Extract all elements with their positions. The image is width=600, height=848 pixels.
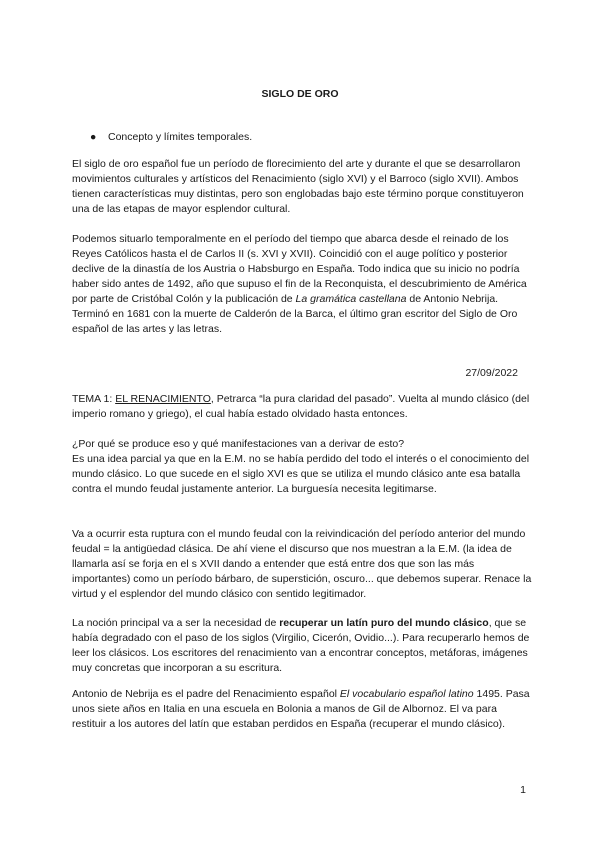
paragraph-text: Es una idea parcial ya que en la E.M. no se había perdido del todo el interés o el conocimiento del mundo clásico. Lo que sucede en el siglo XVI es que se utiliza el mundo clásico ante esa batalla contra el mundo feudal justamente anterior. La burguesía necesita legitimarse. bbox=[72, 453, 530, 495]
date-label: 27/09/2022 bbox=[465, 367, 518, 379]
paragraph-tema bbox=[72, 392, 532, 422]
bullet-dot-icon: ● bbox=[90, 131, 97, 143]
text-run: 1495. Pasa unos siete años en Italia en una escuela en Bolonia a manos de Gil de Albornoz. El va para restituir a los autores del latín que estaban perdidos en España (recuperar el mundo clásico). bbox=[72, 688, 530, 730]
bold-phrase: recuperar un latín puro del mundo clásico bbox=[279, 617, 489, 629]
page-title: SIGLO DE ORO bbox=[261, 88, 339, 100]
paragraph-nebrija bbox=[72, 687, 532, 732]
paragraph-question bbox=[72, 437, 532, 497]
paragraph-text bbox=[72, 616, 532, 676]
bullet-text: Concepto y límites temporales. bbox=[108, 131, 253, 143]
paragraph-text bbox=[72, 232, 532, 337]
italic-title: La gramática castellana bbox=[295, 293, 407, 305]
page-number: 1 bbox=[520, 784, 526, 796]
bullet-item bbox=[90, 131, 252, 143]
text-run: , que se había degradado con el paso de los siglos (Virgilio, Cicerón, Ovidio...). Para recuperarlo hemos de leer los clásicos. Los escritores del renacimiento van a encontrar conceptos, metáforas, imágenes muy concretas que incorporan a su escritura. bbox=[72, 617, 530, 674]
text-run: Podemos situarlo temporalmente en el período del tiempo que abarca desde el reinado de los Reyes Católicos hasta el de Carlos II (s. XVI y XVII). Coincidió con el auge político y posterior declive de la dinastía de los Austria o Habsburgo en España. Todo indica que su inicio no podría haber sido antes de 1492, año que supuso el fin de la Reconquista, el descubrimiento de América por parte de Cristóbal Colón y la publicación de bbox=[72, 233, 527, 305]
paragraph-text bbox=[72, 392, 532, 422]
tema-prefix: TEMA 1: bbox=[72, 393, 116, 405]
paragraph-text: Va a ocurrir esta ruptura con el mundo feudal con la reivindicación del período anterior del mundo feudal = la antigüedad clásica. De ahí viene el discurso que nos muestran a la E.M. (la idea de llamarla así se forja en el s XVII dando a entender que está entre dos que son las más importantes) como un período bárbaro, de superstición, oscuro... que debemos superar. Renace la virtud y el esplendor del mundo clásico con sentido legitimador. bbox=[72, 528, 532, 600]
italic-title: El vocabulario español latino bbox=[339, 688, 474, 700]
paragraph-intro bbox=[72, 157, 532, 217]
paragraph-timeline bbox=[72, 232, 532, 337]
paragraph-text: El siglo de oro español fue un período de florecimiento del arte y durante el que se desarrollaron movimientos culturales y artísticos del Renacimiento (siglo XVI) y el Barroco (siglo XVII). Ambos tienen características muy distintas, pero son englobadas bajo este término porque constituyeron una de las etapas de mayor esplendor cultural. bbox=[72, 158, 524, 215]
text-run: de Antonio Nebrija. Terminó en 1681 con la muerte de Calderón de la Barca, el último gran escritor del Siglo de Oro español de las artes y las letras. bbox=[72, 293, 518, 335]
question-text: ¿Por qué se produce eso y qué manifestaciones van a derivar de esto? bbox=[72, 438, 405, 450]
paragraph-text bbox=[72, 687, 532, 732]
paragraph-ruptura bbox=[72, 527, 532, 602]
text-run: La noción principal va a ser la necesidad de bbox=[72, 617, 280, 629]
tema-heading: EL RENACIMIENTO bbox=[115, 393, 211, 405]
text-run: Antonio de Nebrija es el padre del Renacimiento español bbox=[72, 688, 340, 700]
paragraph-latin bbox=[72, 616, 532, 676]
text-run: , Petrarca “la pura claridad del pasado”. Vuelta al mundo clásico (del imperio romano y griego), el cual había estado olvidado hasta entonces. bbox=[72, 393, 530, 420]
